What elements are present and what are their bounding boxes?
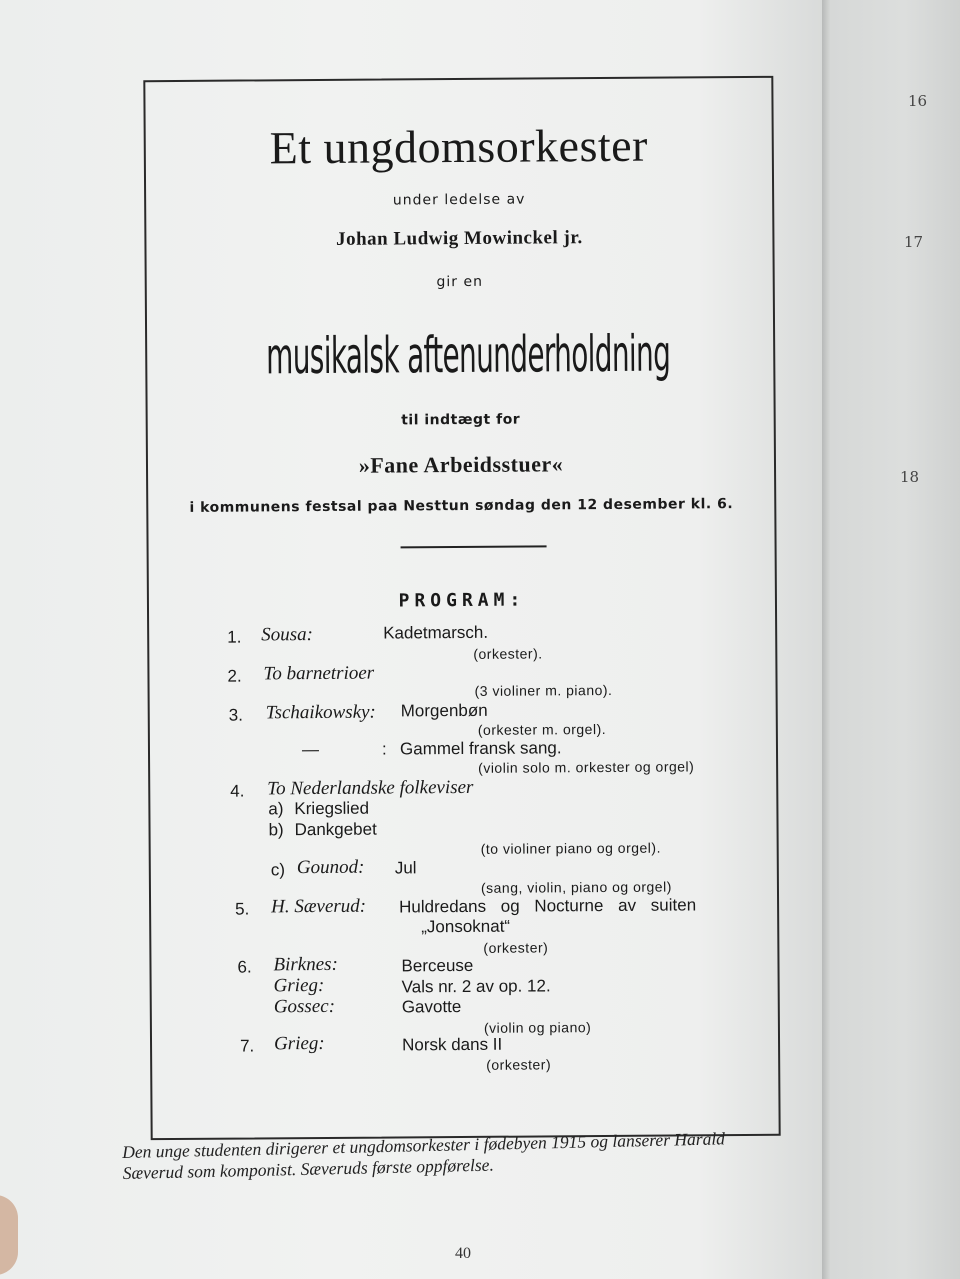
work-title: Kadetmarsch. <box>383 622 489 643</box>
poster-title: Et ungdomsorkester <box>269 119 649 174</box>
ditto-colon: : <box>381 739 387 759</box>
composer: Sousa: <box>261 624 313 646</box>
composer: Gounod: <box>296 856 365 879</box>
work-title: Huldredans og Nocturne av suiten <box>399 895 697 917</box>
composer: Tschaikowsky: <box>265 701 376 724</box>
ditto-dash: — <box>301 740 320 760</box>
composer: Birknes: <box>273 953 338 976</box>
work-title: Vals nr. 2 av op. 12. <box>401 976 551 997</box>
instrumentation-note: (to violiner piano og orgel). <box>480 839 661 857</box>
caption-line: Sæverud som komponist. Sæveruds første oppførelse. <box>122 1154 495 1183</box>
work-title: Jul <box>394 858 417 878</box>
poster-line-gives: gir en <box>436 273 484 291</box>
instrumentation-note: (orkester). <box>473 645 543 662</box>
margin-number: 18 <box>900 468 920 486</box>
caption-line: Den unge studenten dirigerer et ungdomsorkester i fødebyen 1915 og lanserer Harald <box>122 1128 726 1162</box>
item-number: 5. <box>235 899 250 919</box>
item-number: 2. <box>227 666 242 686</box>
instrumentation-note: (violin og piano) <box>483 1019 592 1036</box>
program-heading: PROGRAM: <box>398 589 526 612</box>
item-number: 3. <box>228 705 243 725</box>
composer: Gossec: <box>273 995 336 1018</box>
margin-number: 16 <box>908 92 928 110</box>
poster-line-benefit: til indtægt for <box>401 411 521 429</box>
concert-poster <box>143 76 780 1140</box>
sub-item-letter: c) <box>270 860 286 880</box>
sub-item-letter: a) <box>268 799 284 819</box>
poster-line-under-leadership: under ledelse av <box>392 191 526 209</box>
work-title: Kriegslied <box>294 798 370 819</box>
instrumentation-note: (violin solo m. orkester og orgel) <box>478 758 695 776</box>
instrumentation-note: (orkester) <box>483 939 549 956</box>
work-title: Norsk dans II <box>401 1034 503 1055</box>
work-title: Dankgebet <box>294 819 377 840</box>
venue-line: i kommunens festsal paa Nesttun søndag den 12 desember kl. 6. <box>189 496 734 516</box>
instrumentation-note: (3 violiner m. piano). <box>474 681 613 699</box>
composer: To Nederlandske folkeviser <box>267 776 474 800</box>
work-title: Gammel fransk sang. <box>399 738 562 759</box>
item-number: 7. <box>239 1036 255 1056</box>
page-number: 40 <box>455 1245 471 1262</box>
item-number: 6. <box>237 957 252 977</box>
item-number: 1. <box>227 627 242 647</box>
item-number: 4. <box>230 781 245 801</box>
work-title: Morgenbøn <box>400 700 488 721</box>
work-title: Berceuse <box>401 955 474 976</box>
work-subtitle: „Jonsoknat“ <box>421 916 511 937</box>
composer: To barnetrioer <box>263 662 375 685</box>
instrumentation-note: (orkester m. orgel). <box>477 720 607 738</box>
instrumentation-note: (sang, violin, piano og orgel) <box>480 878 672 896</box>
adjacent-page <box>822 0 960 1279</box>
work-title: Gavotte <box>401 997 462 1017</box>
instrumentation-note: (orkester) <box>486 1056 552 1073</box>
margin-number: 17 <box>904 233 924 251</box>
conductor-name: Johan Ludwig Mowinckel jr. <box>336 227 583 250</box>
composer: Grieg: <box>273 1032 325 1055</box>
beneficiary-name: »Fane Arbeidsstuer« <box>358 451 564 478</box>
composer: Grieg: <box>273 974 325 997</box>
sub-item-letter: b) <box>268 820 284 840</box>
divider <box>401 545 547 548</box>
composer: H. Sæverud: <box>271 895 367 918</box>
event-title: musikalsk aftenunderholdning <box>265 324 671 386</box>
